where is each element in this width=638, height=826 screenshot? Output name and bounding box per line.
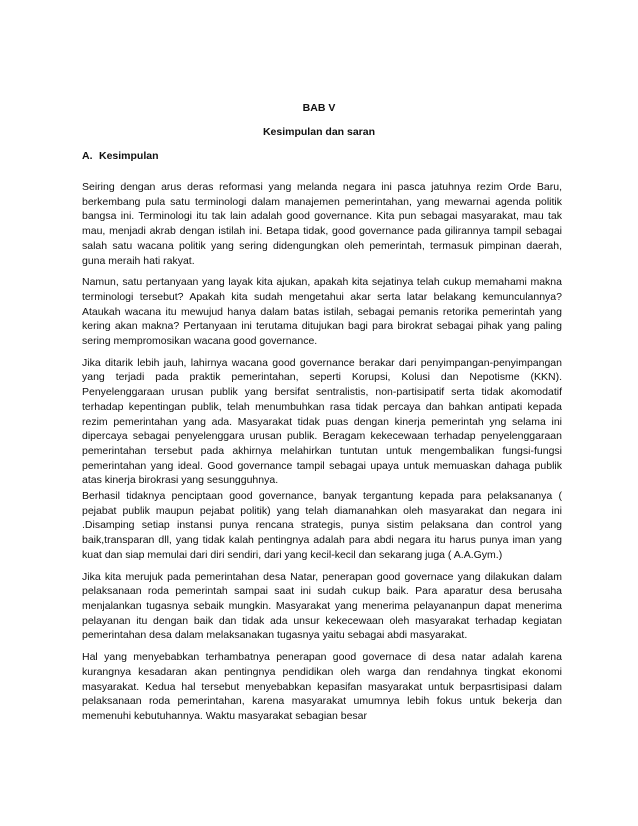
paragraph: Seiring dengan arus deras reformasi yang melanda negara ini pasca jatuhnya rezim Orde Baru, berkembang pula satu terminologi dalam manajemen pemerintahan, yang mewarnai agenda politik bangsa ini. Terminologi itu tak lain adalah good governance. Kita pun sebagai masyarakat, mau tak mau, menjadi akrab dengan istilah ini. Betapa tidak, good governance pada gilirannya tampil sebagai salah satu wacana politik yang sering didengungkan oleh pemerintah, termasuk pimpinan daerah, guna meraih hati rakyat. bbox=[82, 181, 562, 267]
paragraph: Jika ditarik lebih jauh, lahirnya wacana good governance berakar dari penyimpangan-penyimpangan yang terjadi pada praktik pemerintahan, seperti Korupsi, Kolusi dan Nepotisme (KKN). Penyelenggaraan urusan publik yang bersifat sentralistis, non-partisipatif serta tidak akomodatif terhadap kepentingan publik, telah menumbuhkan rasa tidak percaya dan bahkan antipati kepada rezim pemerintahan yang ada. Masyarakat tidak puas dengan kinerja pemerintah yng selama ini dipercaya sebagai penyelenggara urusan publik. Beragam kekecewaan terhadap penyelenggaraan pemerintahan tersebut pada akhirnya melahirkan tuntutan untuk mengembalikan fungsi-fungsi pemerintahan yang ideal. Good governance tampil sebagai upaya untuk memuaskan dahaga publik atas kinerja birokrasi yang sesungguhnya. bbox=[82, 356, 562, 487]
body-text bbox=[82, 180, 562, 731]
paragraph: Jika kita merujuk pada pemerintahan desa Natar, penerapan good governace yang dilakukan dalam pelaksanaan roda pemerintah sampai saat ini sudah cukup baik. Para aparatur desa berusaha menjalankan tugasnya sebaik mungkin. Masyarakat yang menerima pelayananpun dapat menerima pelayanan itu dengan baik dan tidak ada unsur kekecewaan oleh masyarakat terhadap kegiatan pemerintahan desa dalam melaksanakan tugasnya yaitu sebagai abdi masyarakat. bbox=[82, 570, 562, 642]
paragraph: Hal yang menyebabkan terhambatnya penerapan good governace di desa natar adalah karena kurangnya kesadaran akan pentingnya pendidikan oleh warga dan rendahnya tingkat ekonomi masyarakat. Kedua hal tersebut menyebabkan kepasifan masyarakat untuk berpasrtisipasi dalam pelaksanaan roda pemerintahan, karena masyarakat umumnya lebih fokus untuk bekerja dan memenuhi kebutuhannya. Waktu masyarakat sebagian besar bbox=[82, 651, 562, 722]
chapter-title: BAB V bbox=[302, 102, 336, 114]
section-heading bbox=[82, 150, 159, 162]
paragraph: Namun, satu pertanyaan yang layak kita ajukan, apakah kita sejatinya telah cukup memahami makna terminologi tersebut? Apakah kita sudah mengetahui akar serta latar belakang kemunculannya? Ataukah wacana itu mewujud hanya dalam batas istilah, sebagai pemanis retorika pemerintah yang kering akan makna? Pertanyaan ini terutama ditujukan bagi para birokrat sebagai pihak yang paling sering mempromosikan wacana good governance. bbox=[82, 276, 562, 348]
section-title: Kesimpulan bbox=[99, 150, 159, 162]
section-number: A. bbox=[82, 150, 93, 162]
paragraph: Berhasil tidaknya penciptaan good governance, banyak tergantung kepada para pelaksananya ( pejabat publik maupun pejabat politik) yang telah diamanahkan oleh masyarakat dan negara ini .Disamping setiap instansi punya rencana strategis, punya sistim pelaksana dan control yang baik,transparan dll, yang tidak kalah pentingnya adalah para abdi negara itu harus punya iman yang kuat dan siap memulai dari diri sendiri, dari yang kecil-kecil dan sekarang juga ( A.A.Gym.) bbox=[82, 490, 562, 561]
chapter-subtitle: Kesimpulan dan saran bbox=[262, 126, 376, 138]
